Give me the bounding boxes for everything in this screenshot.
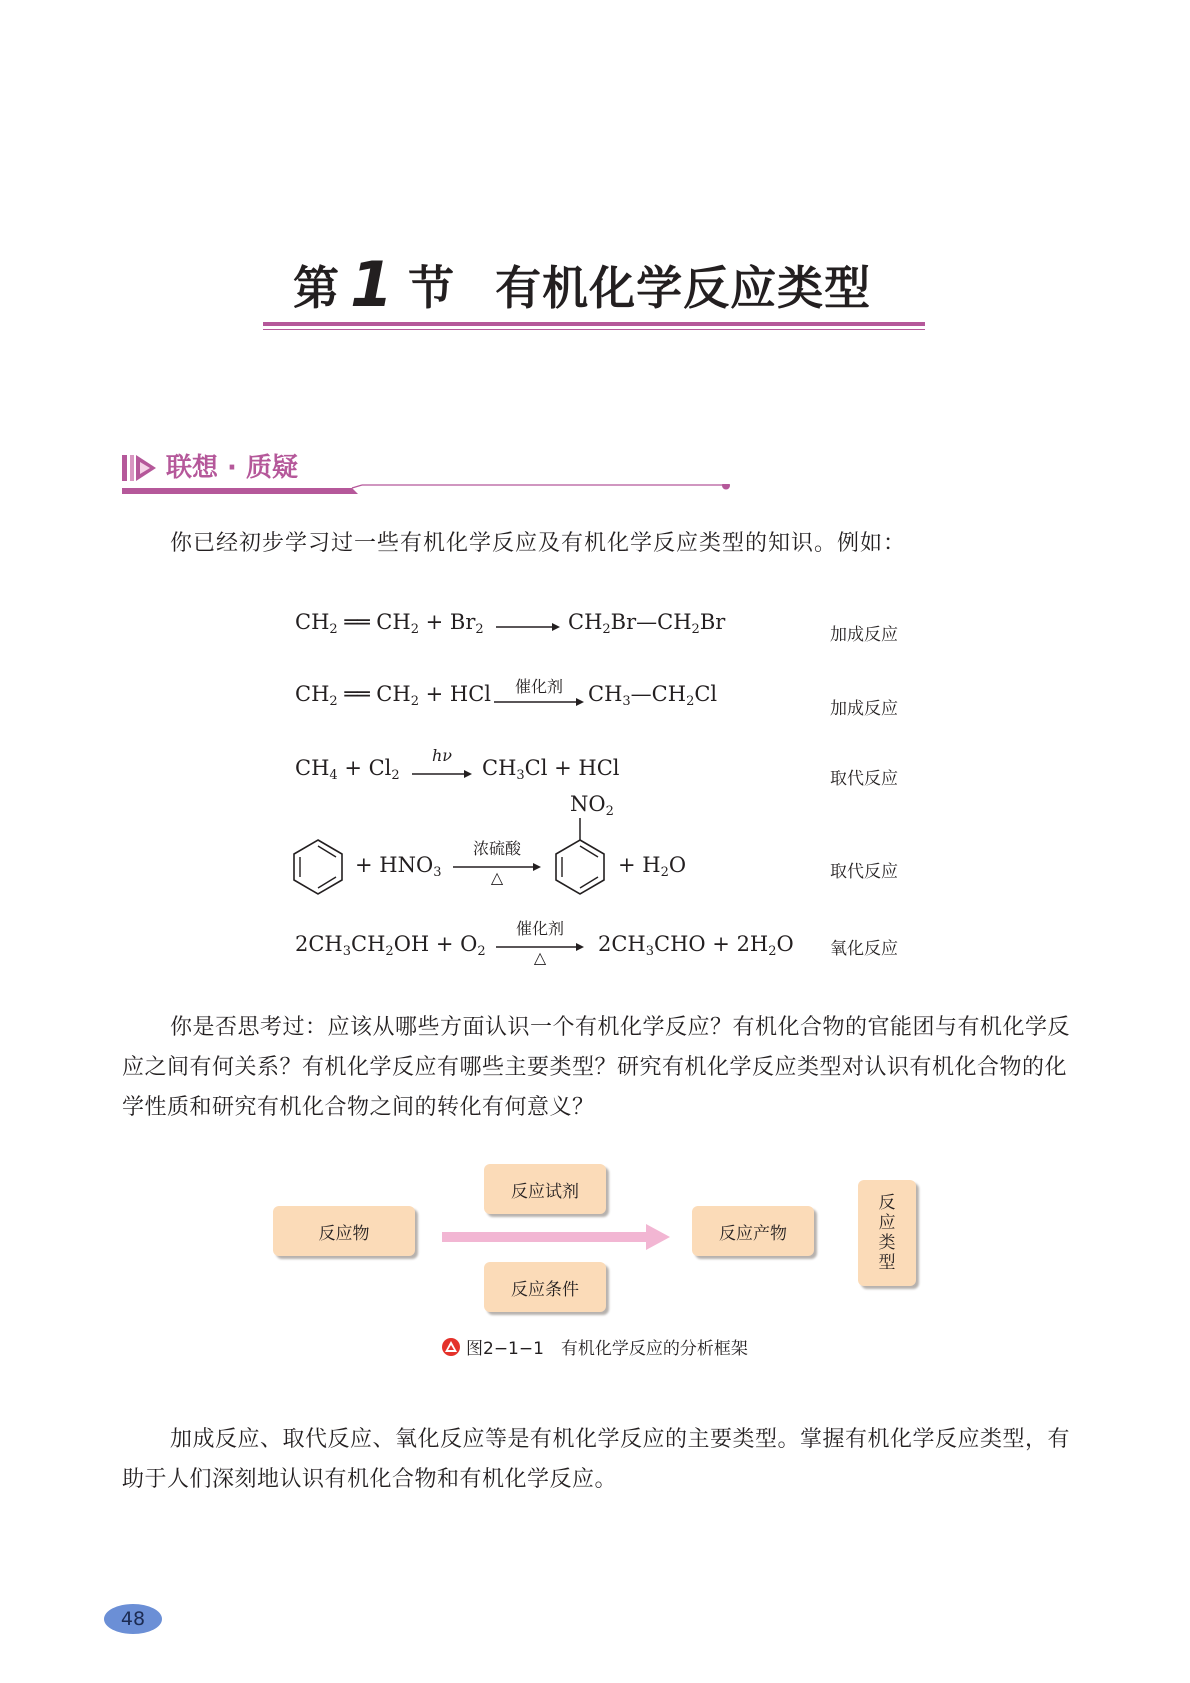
equation-ethene-bromine: $CH_2$ ══ $CH_2 + Br_2$ [295,610,484,637]
title-name: 有机化学反应类型 [495,261,872,315]
diagram-flow-arrow [442,1223,672,1253]
benzene-ring-icon [290,836,346,898]
equation-methane-chlorine: $CH_4 + Cl_2$ [295,756,400,783]
equation-product: $2CH_3CHO + 2H_2O$ [598,932,794,959]
reaction-condition: 浓硫酸 [472,839,521,858]
diagram-box-product: 反应产物 [692,1206,814,1256]
page-title [293,246,871,319]
question-text: 你是否思考过：应该从哪些方面认识一个有机化学反应？有机化合物的官能团与有机化学反应之间有何关系？有机化学反应有哪些主要类型？研究有机化学反应类型对认识有机化合物的化学性质和研究有机化合物之间的转化有何意义？ [122,1015,1071,1120]
section-underline [122,484,732,496]
play-arrow-icon [122,453,158,483]
reaction-type-label: 加成反应 [830,699,898,719]
equation-product: $CH_2Br—CH_2Br$ [568,610,726,637]
title-suffix: 节 [408,261,456,315]
diagram-box-reaction-type [858,1180,916,1286]
equation-ethanol-oxidation: $2CH_3CH_2OH + O_2$ [295,932,486,959]
figure-caption-text: 图2−1−1 有机化学反应的分析框架 [466,1339,748,1359]
reaction-condition: 催化剂 [515,919,564,938]
equation-ethene-hcl: $CH_2$ ══ $CH_2$ + HCl [295,682,492,709]
page-number-badge: 48 [104,1604,162,1634]
equation-water: + $H_2O$ [618,853,687,880]
nitro-group-label: $NO_2$ [570,792,614,819]
equation-product: $CH_3—CH_2Cl$ [588,682,718,709]
title-number: 1 [350,248,395,321]
equation-product: $CH_3Cl$ + HCl [482,756,620,783]
figure-caption [440,1334,748,1359]
reaction-type-char: 型 [878,1253,896,1273]
intro-text: 你已经初步学习过一些有机化学反应及有机化学反应类型的知识。例如： [170,531,907,556]
reaction-condition: hν [431,746,453,765]
reaction-type-char: 反 [878,1193,896,1213]
title-prefix: 第 [293,261,340,315]
nitrobenzene-ring-icon [552,816,608,898]
chapter-title-block [263,240,925,340]
section-heading: 联想 · 质疑 [166,453,298,483]
reaction-type-label: 氧化反应 [830,939,898,959]
equation-nitration-reactant: + $HNO_3$ [355,853,442,880]
diagram-box-reagent: 反应试剂 [484,1164,606,1214]
reaction-arrow-catalyst [494,676,584,716]
title-underline [263,322,925,326]
reaction-condition-heat: △ [533,948,547,967]
triangle-icon [440,1337,462,1357]
reaction-arrow-light [412,748,472,788]
diagram-box-reactant: 反应物 [273,1206,415,1256]
title-underline-thin [263,329,925,330]
reaction-condition: 催化剂 [514,677,563,696]
reaction-type-char: 类 [878,1233,896,1253]
reaction-type-label: 取代反应 [830,862,898,882]
reaction-arrow-acid-heat [453,838,541,887]
reaction-type-char: 应 [878,1213,896,1233]
diagram-box-condition: 反应条件 [484,1262,606,1312]
reaction-type-label: 加成反应 [830,625,898,645]
summary-text: 加成反应、取代反应、氧化反应等是有机化学反应的主要类型。掌握有机化学反应类型，有助于人们深刻地认识有机化合物和有机化学反应。 [122,1427,1071,1492]
reaction-condition-heat: △ [490,868,504,887]
reaction-arrow [496,621,560,633]
reaction-type-label: 取代反应 [830,769,898,789]
reaction-arrow-catalyst-heat [496,918,584,967]
